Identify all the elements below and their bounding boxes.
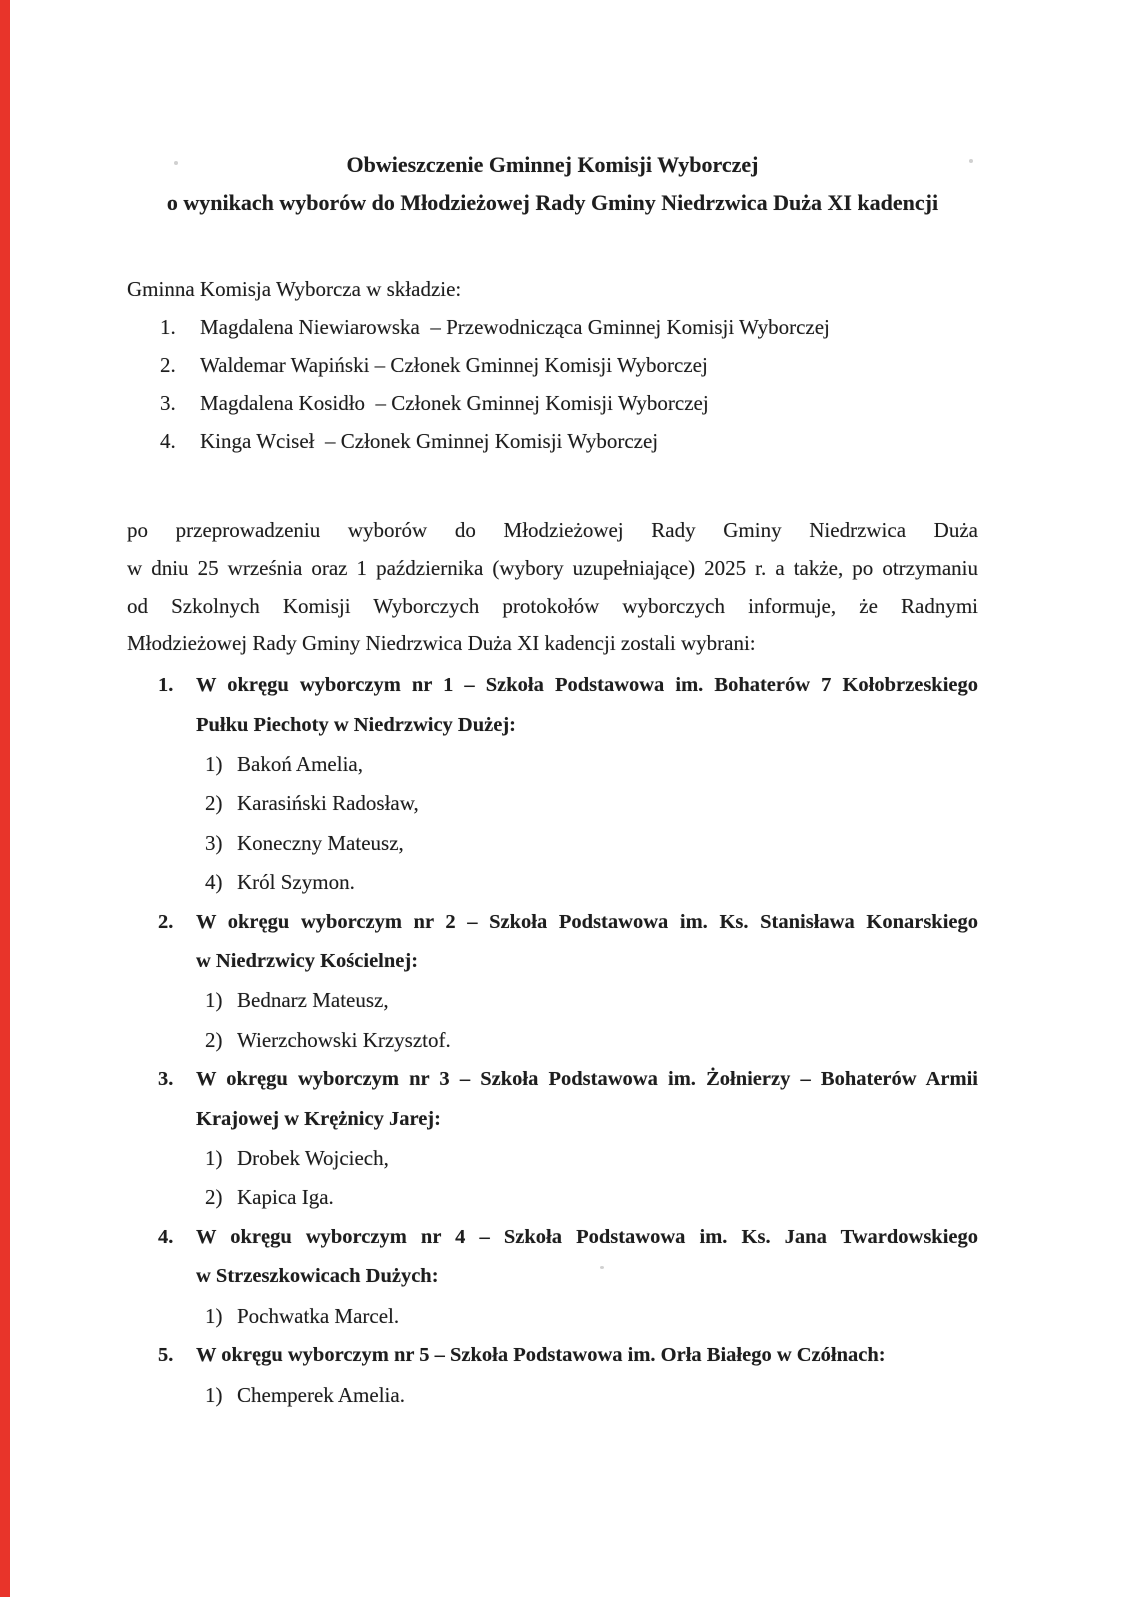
elected-person bbox=[127, 1021, 978, 1060]
district-heading-line: w Strzeszkowicach Dużych: bbox=[196, 1265, 439, 1288]
committee-member-text: Kinga Wciseł – Członek Gminnej Komisji Wyborczej bbox=[200, 429, 659, 453]
list-number: 2) bbox=[205, 1185, 223, 1210]
district-heading bbox=[127, 903, 978, 982]
elected-person bbox=[127, 1376, 978, 1415]
committee-member bbox=[127, 346, 978, 384]
committee-member-text: Waldemar Wapiński – Członek Gminnej Komisji Wyborczej bbox=[200, 353, 708, 377]
committee-list bbox=[127, 308, 978, 460]
list-number: 4. bbox=[160, 429, 176, 453]
elected-person bbox=[127, 981, 978, 1020]
document-subtitle: o wynikach wyborów do Młodzieżowej Rady Gminy Niedrzwica Duża XI kadencji bbox=[166, 190, 939, 215]
elected-name: Pochwatka Marcel. bbox=[237, 1303, 400, 1328]
elected-name: Chemperek Amelia. bbox=[237, 1382, 405, 1407]
elected-person bbox=[127, 824, 978, 863]
committee-member bbox=[127, 422, 978, 460]
district-heading-line: W okręgu wyborczym nr 5 – Szkoła Podstawowa im. Orła Białego w Czółnach: bbox=[196, 1344, 886, 1367]
list-number: 1) bbox=[205, 988, 223, 1013]
district-heading bbox=[127, 1336, 978, 1375]
elected-person bbox=[127, 1297, 978, 1336]
district-heading bbox=[127, 1060, 978, 1139]
district-heading-line: Pułku Piechoty w Niedrzwicy Dużej: bbox=[196, 713, 516, 736]
list-number: 1) bbox=[205, 1146, 223, 1171]
body-paragraph bbox=[127, 512, 978, 663]
committee-intro: Gminna Komisja Wyborcza w składzie: bbox=[127, 277, 462, 301]
elected-name: Bednarz Mateusz, bbox=[237, 988, 389, 1013]
list-number: 3) bbox=[205, 830, 223, 855]
elected-name: Bakoń Amelia, bbox=[237, 752, 363, 776]
list-number: 3. bbox=[160, 391, 176, 415]
list-number: 1) bbox=[205, 752, 223, 776]
elected-name: Kapica Iga. bbox=[237, 1185, 334, 1210]
elected-person bbox=[127, 863, 978, 902]
districts-list bbox=[127, 666, 978, 1415]
elected-name: Karasiński Radosław, bbox=[237, 791, 419, 816]
list-number: 5. bbox=[158, 1344, 174, 1367]
district-heading-line: w Niedrzwicy Kościelnej: bbox=[196, 950, 419, 973]
list-number: 4. bbox=[158, 1225, 174, 1248]
district-heading-line: W okręgu wyborczym nr 2 – Szkoła Podstawowa im. Ks. Stanisława Konarskiego bbox=[196, 910, 978, 933]
list-number: 3. bbox=[158, 1068, 174, 1091]
district-heading bbox=[127, 666, 978, 745]
list-number: 1. bbox=[158, 674, 174, 697]
elected-person bbox=[127, 1139, 978, 1178]
committee-member bbox=[127, 308, 978, 346]
list-number: 2. bbox=[160, 353, 176, 377]
list-number: 1) bbox=[205, 1382, 223, 1407]
list-number: 2. bbox=[158, 910, 174, 933]
list-number: 1. bbox=[160, 315, 176, 339]
committee-member-text: Magdalena Kosidło – Członek Gminnej Komisji Wyborczej bbox=[200, 391, 709, 415]
elected-person bbox=[127, 745, 978, 784]
body-line: w dniu 25 września oraz 1 października (wybory uzupełniające) 2025 r. a także, po otrzymaniu bbox=[127, 555, 978, 580]
district-heading-line: W okręgu wyborczym nr 1 – Szkoła Podstawowa im. Bohaterów 7 Kołobrzeskiego bbox=[196, 674, 978, 697]
elected-name: Król Szymon. bbox=[237, 870, 355, 895]
district-heading-line: Krajowej w Krężnicy Jarej: bbox=[196, 1107, 441, 1130]
document-title: Obwieszczenie Gminnej Komisji Wyborczej bbox=[346, 152, 759, 177]
elected-name: Koneczny Mateusz, bbox=[237, 830, 404, 855]
list-number: 4) bbox=[205, 870, 223, 895]
list-number: 2) bbox=[205, 791, 223, 816]
list-number: 2) bbox=[205, 1027, 223, 1052]
body-line: po przeprowadzeniu wyborów do Młodzieżowej Rady Gminy Niedrzwica Duża bbox=[127, 518, 978, 542]
district-heading-line: W okręgu wyborczym nr 3 – Szkoła Podstawowa im. Żołnierzy – Bohaterów Armii bbox=[196, 1068, 978, 1091]
body-line: od Szkolnych Komisji Wyborczych protokołów wyborczych informuje, że Radnymi bbox=[127, 593, 978, 618]
district-heading-line: W okręgu wyborczym nr 4 – Szkoła Podstawowa im. Ks. Jana Twardowskiego bbox=[196, 1225, 978, 1248]
document-content bbox=[127, 146, 978, 1415]
list-number: 1) bbox=[205, 1303, 223, 1328]
district-heading bbox=[127, 1218, 978, 1297]
committee-member bbox=[127, 384, 978, 422]
elected-person bbox=[127, 784, 978, 823]
elected-name: Wierzchowski Krzysztof. bbox=[237, 1027, 451, 1052]
scan-edge-stripe bbox=[0, 0, 10, 1597]
elected-person bbox=[127, 1178, 978, 1217]
committee-member-text: Magdalena Niewiarowska – Przewodnicząca Gminnej Komisji Wyborczej bbox=[200, 315, 830, 339]
body-line: Młodzieżowej Rady Gminy Niedrzwica Duża XI kadencji zostali wybrani: bbox=[127, 631, 756, 656]
elected-name: Drobek Wojciech, bbox=[237, 1146, 389, 1171]
